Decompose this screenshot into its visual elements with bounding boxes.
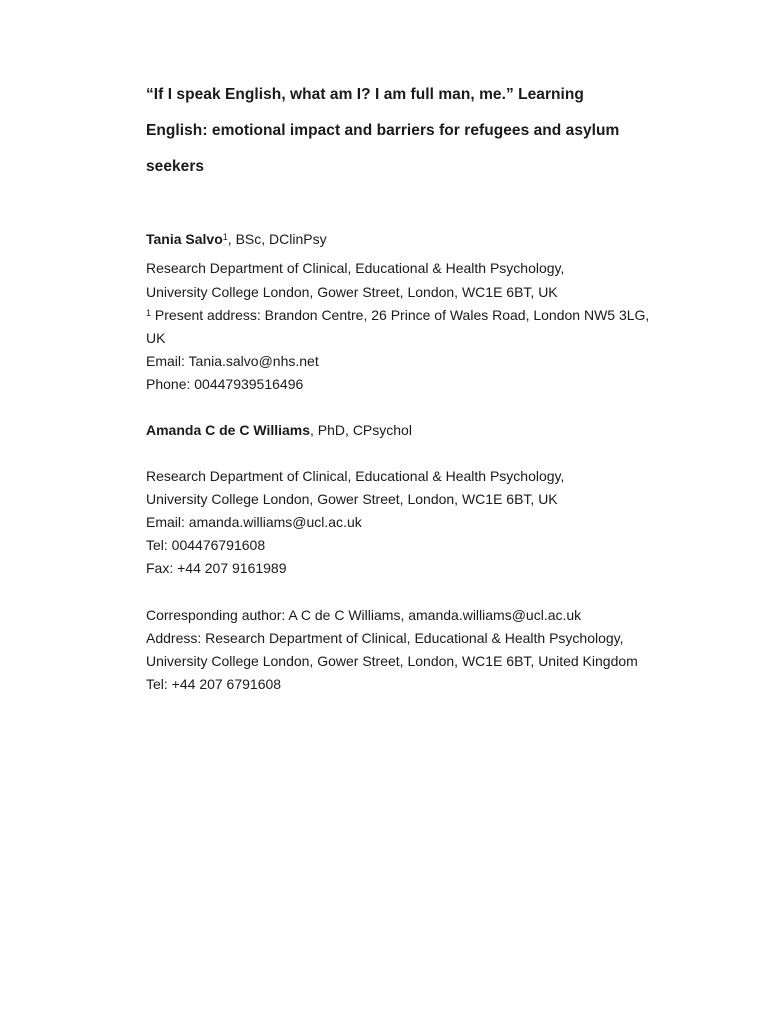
- corresponding-address-line-1: Address: Research Department of Clinical, Educational & Health Psychology,: [146, 630, 624, 646]
- present-address-marker: 1: [146, 308, 152, 318]
- title-line-2: English: emotional impact and barriers for refugees and asylum: [146, 122, 620, 139]
- author1-present-address-line-1: [146, 307, 649, 323]
- author2-affiliation-line-2: University College London, Gower Street, London, WC1E 6BT, UK: [146, 491, 558, 507]
- author1-footnote-marker: 1: [222, 232, 228, 242]
- corresponding-tel: Tel: +44 207 6791608: [146, 676, 282, 692]
- author1-credentials: , BSc, DClinPsy: [227, 231, 327, 247]
- corresponding-author: Corresponding author: A C de C Williams, amanda.williams@ucl.ac.uk: [146, 607, 582, 623]
- author2-email: Email: amanda.williams@ucl.ac.uk: [146, 514, 362, 530]
- corresponding-address-line-2: University College London, Gower Street, London, WC1E 6BT, United Kingdom: [146, 653, 638, 669]
- author2-heading: [146, 422, 412, 438]
- author1-email: Email: Tania.salvo@nhs.net: [146, 353, 319, 369]
- present-address-text: Present address: Brandon Centre, 26 Prince of Wales Road, London NW5 3LG,: [151, 307, 650, 323]
- author1-heading: [146, 231, 327, 247]
- title-line-1: “If I speak English, what am I? I am full man, me.” Learning: [146, 86, 584, 103]
- author2-tel: Tel: 004476791608: [146, 537, 266, 553]
- author1-present-address-line-2: UK: [146, 330, 166, 346]
- author2-affiliation-line-1: Research Department of Clinical, Educational & Health Psychology,: [146, 468, 565, 484]
- title-line-3: seekers: [146, 158, 205, 175]
- author2-name: Amanda C de C Williams: [146, 422, 311, 438]
- author2-fax: Fax: +44 207 9161989: [146, 560, 287, 576]
- author1-affiliation-line-1: Research Department of Clinical, Educational & Health Psychology,: [146, 260, 565, 276]
- author1-name: Tania Salvo: [146, 231, 223, 247]
- author1-affiliation-line-2: University College London, Gower Street, London, WC1E 6BT, UK: [146, 284, 558, 300]
- author2-credentials: , PhD, CPsychol: [310, 422, 412, 438]
- author1-phone: Phone: 00447939516496: [146, 376, 304, 392]
